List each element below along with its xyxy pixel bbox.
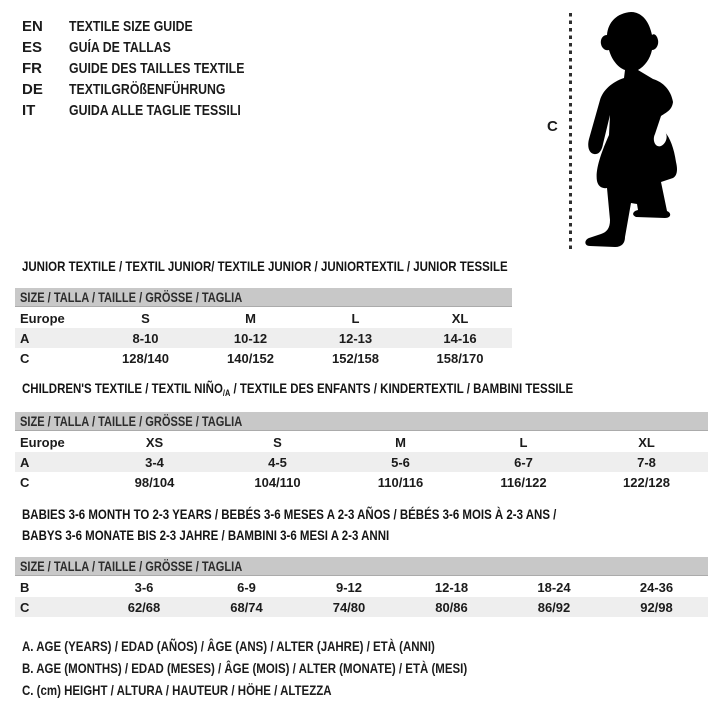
table-cell: Europe xyxy=(20,434,65,450)
language-row xyxy=(22,16,283,37)
table-row-c xyxy=(15,597,708,617)
section-title-junior: JUNIOR TEXTILE / TEXTIL JUNIOR/ TEXTILE JUNIOR / JUNIORTEXTIL / JUNIOR TESSILE xyxy=(22,258,508,274)
row-label: B xyxy=(20,579,30,595)
footnote-a: A. AGE (YEARS) / EDAD (AÑOS) / ÂGE (ANS) / ALTER (JAHRE) / ETÀ (ANNI) xyxy=(22,638,435,654)
table-cell: L xyxy=(519,434,528,450)
table-cell: 110/116 xyxy=(377,474,424,490)
table-cell: 5-6 xyxy=(391,454,410,470)
table-cell: 116/122 xyxy=(500,474,547,490)
table-cell: 7-8 xyxy=(637,454,656,470)
junior-size-table xyxy=(15,308,512,368)
language-code: FR xyxy=(22,60,42,77)
height-measure-dotted-line xyxy=(569,13,572,251)
nino-a-subscript: /A xyxy=(222,388,231,398)
section-title-babies: BABIES 3-6 MONTH TO 2-3 YEARS / BEBÉS 3-6 MESES A 2-3 AÑOS / BÉBÉS 3-6 MOIS À 2-3 ANS / BABYS 3-6 MONATE BIS 2-3 JAHRE / BAMBINI 3-6 MESI A 2-3 ANNI xyxy=(22,506,557,543)
table-cell: 92/98 xyxy=(640,599,673,615)
toddler-silhouette xyxy=(579,12,683,248)
table-cell: M xyxy=(395,434,406,450)
language-code: DE xyxy=(22,81,43,98)
table-cell: 18-24 xyxy=(537,579,571,595)
language-code: IT xyxy=(22,102,36,119)
language-label: TEXTILE SIZE GUIDE xyxy=(69,18,193,35)
table-cell: 4-5 xyxy=(268,454,287,470)
table-cell: 104/110 xyxy=(254,474,301,490)
size-header-bar: SIZE / TALLA / TAILLE / GRÖSSE / TAGLIA xyxy=(15,412,708,431)
table-cell: XL xyxy=(451,310,469,326)
language-code: EN xyxy=(22,18,43,35)
height-figure xyxy=(545,4,715,256)
table-cell: 3-4 xyxy=(145,454,164,470)
table-cell: XL xyxy=(638,434,655,450)
table-cell: L xyxy=(351,310,360,326)
row-label: A xyxy=(20,330,30,346)
table-cell: 80/86 xyxy=(435,599,468,615)
table-cell: 62/68 xyxy=(127,599,161,615)
size-header-bar: SIZE / TALLA / TAILLE / GRÖSSE / TAGLIA xyxy=(15,288,512,307)
table-cell: 10-12 xyxy=(233,330,268,346)
table-row-header xyxy=(15,308,512,328)
table-row-b xyxy=(15,577,708,597)
table-cell: 98/104 xyxy=(134,474,175,490)
footnotes xyxy=(22,638,565,704)
language-label: GUIDA ALLE TAGLIE TESSILI xyxy=(69,102,241,119)
table-row-c xyxy=(15,472,708,492)
row-label: C xyxy=(20,474,30,490)
table-cell: 128/140 xyxy=(122,350,169,366)
table-cell: 9-12 xyxy=(335,579,363,595)
language-label: GUÍA DE TALLAS xyxy=(69,39,171,56)
table-cell: 6-9 xyxy=(237,579,256,595)
section-children xyxy=(15,412,708,492)
table-cell: S xyxy=(273,434,282,450)
size-header-bar: SIZE / TALLA / TAILLE / GRÖSSE / TAGLIA xyxy=(15,557,708,576)
table-cell: M xyxy=(245,310,256,326)
language-row xyxy=(22,58,283,79)
table-row-c xyxy=(15,348,512,368)
table-cell: 158/170 xyxy=(436,350,484,366)
table-cell: 3-6 xyxy=(134,579,154,595)
language-row xyxy=(22,37,283,58)
language-label: GUIDE DES TAILLES TEXTILE xyxy=(69,60,245,77)
table-row-a xyxy=(15,452,708,472)
table-cell: 12-18 xyxy=(434,579,469,595)
table-cell: 8-10 xyxy=(132,330,159,346)
table-cell: 140/152 xyxy=(227,350,274,366)
table-row-a xyxy=(15,328,512,348)
table-cell: 6-7 xyxy=(514,454,533,470)
table-cell: 14-16 xyxy=(443,330,477,346)
table-cell: S xyxy=(141,310,150,326)
babies-size-table xyxy=(15,577,708,617)
language-row xyxy=(22,79,283,100)
children-size-table xyxy=(15,432,708,492)
table-row-header xyxy=(15,432,708,452)
section-babies xyxy=(15,557,708,617)
table-cell: 74/80 xyxy=(332,599,366,615)
toddler-silhouette-path xyxy=(585,12,677,247)
footnote-c: C. (cm) HEIGHT / ALTURA / HAUTEUR / HÖHE / ALTEZZA xyxy=(22,682,332,698)
table-cell: 86/92 xyxy=(537,599,571,615)
language-code: ES xyxy=(22,39,43,56)
table-cell: 24-36 xyxy=(639,579,674,595)
section-title-children: CHILDREN'S TEXTILE / TEXTIL $NIÑO_{/A}$ / TEXTILE DES ENFANTS / KINDERTEXTIL / BAMBINI TESSILE xyxy=(22,380,574,398)
table-cell: 152/158 xyxy=(332,350,379,366)
table-cell: Europe xyxy=(20,310,65,326)
language-list xyxy=(22,16,283,121)
table-cell: XS xyxy=(145,434,164,450)
table-cell: 68/74 xyxy=(230,599,263,615)
row-label: A xyxy=(20,454,30,470)
table-cell: 12-13 xyxy=(338,330,373,346)
row-label: C xyxy=(20,599,30,615)
table-cell: 122/128 xyxy=(623,474,670,490)
language-row xyxy=(22,100,283,121)
section-junior xyxy=(15,288,512,368)
height-label-c: C xyxy=(547,118,558,135)
footnote-b: B. AGE (MONTHS) / EDAD (MESES) / ÂGE (MOIS) / ALTER (MONATE) / ETÀ (MESI) xyxy=(22,660,468,676)
language-label: TEXTILGRÖßENFÜHRUNG xyxy=(69,81,226,98)
row-label: C xyxy=(20,350,30,366)
